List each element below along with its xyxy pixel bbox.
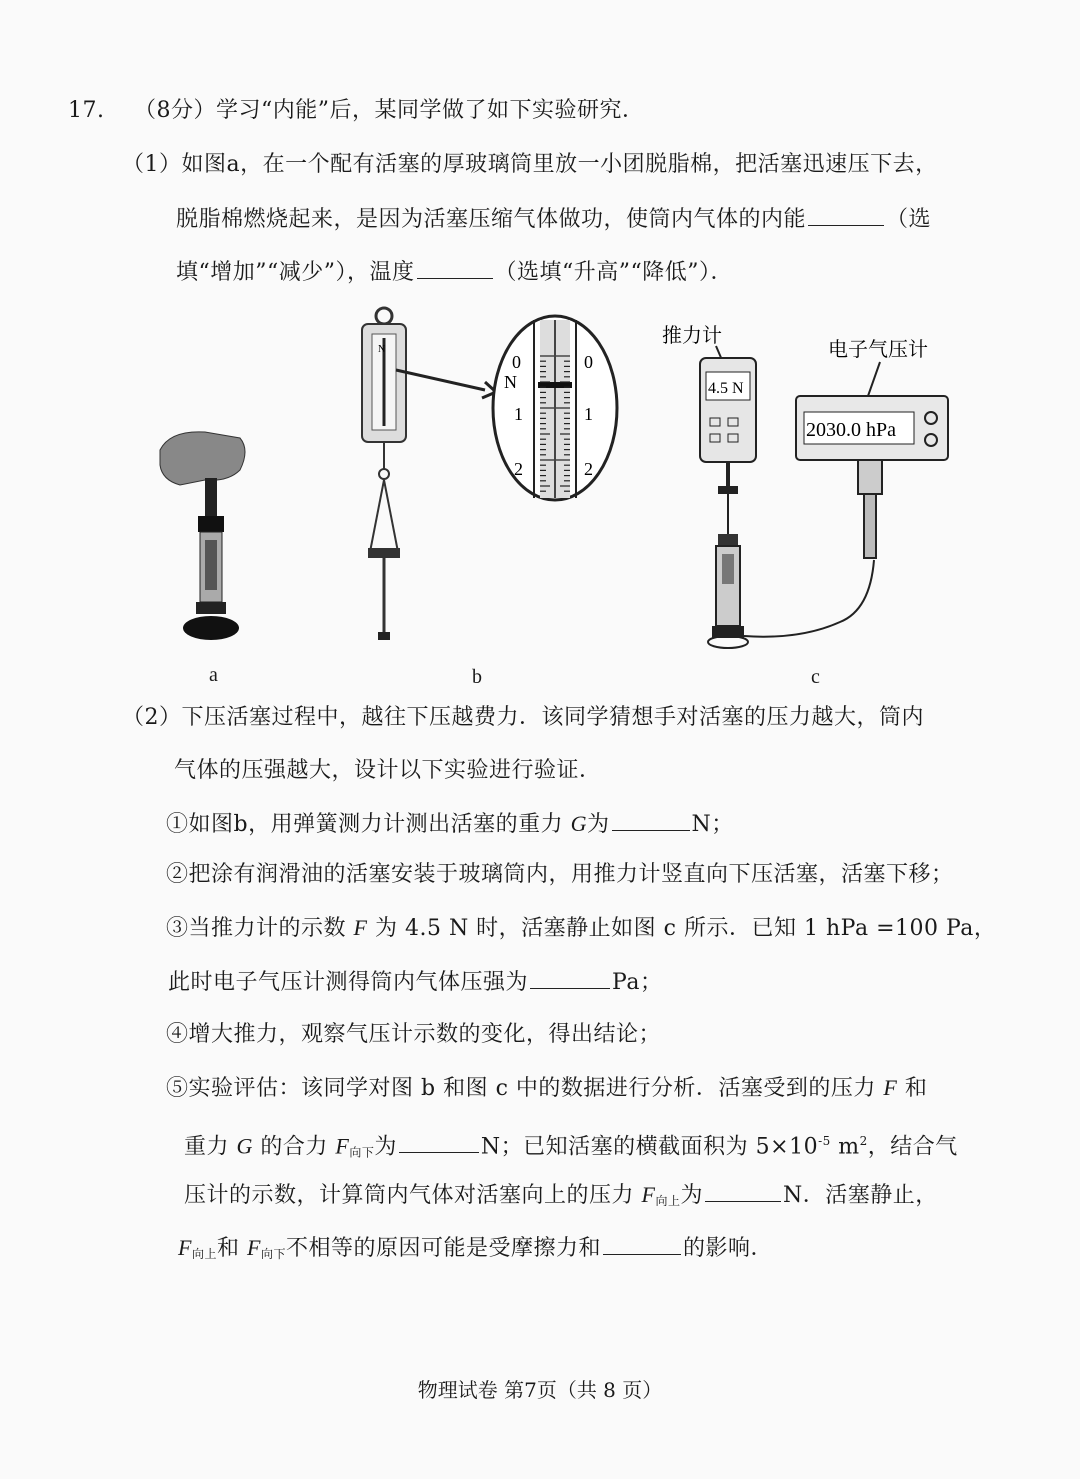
step2-line: ②把涂有润滑油的活塞安装于玻璃筒内，用推力计竖直向下压活塞，活塞下移； <box>166 862 954 887</box>
step5-d-tail: N．活塞静止， <box>783 1183 938 1208</box>
step5-var-Fdown: F <box>335 1133 350 1159</box>
pushmeter-label: 推力计 <box>662 325 722 347</box>
step5-tail: ，结合气 <box>867 1134 958 1160</box>
scale-tick-1-left: 1 <box>514 404 523 424</box>
step5-sub-up2: 向上 <box>191 1247 217 1261</box>
step5-var-Fdown2: F <box>246 1235 261 1260</box>
scale-tick-1-right: 1 <box>584 404 593 424</box>
step4-line: ④增大推力，观察气压计示数的变化，得出结论； <box>166 1022 662 1047</box>
answer-blank-5[interactable] <box>399 1130 479 1153</box>
part1-line3-tail: （选填“升高”“降低”）． <box>494 260 733 285</box>
step5-e-he: 和 <box>216 1236 240 1261</box>
part1-line1: （1）如图a，在一个配有活塞的厚玻璃筒里放一小团脱脂棉，把活塞迅速压下去， <box>122 152 938 177</box>
step5-m: m <box>830 1134 860 1160</box>
pushmeter-reading: 4.5 N <box>708 380 744 397</box>
answer-blank-7[interactable] <box>603 1232 681 1255</box>
scale-tick-2-right: 2 <box>584 459 593 479</box>
caption-c: c <box>811 666 820 688</box>
step5-exp: -5 <box>818 1134 831 1148</box>
scale-unit-small: N <box>378 344 386 355</box>
step1-unit: N； <box>691 812 734 837</box>
answer-blank-4[interactable] <box>530 966 610 989</box>
step5-line1 <box>166 1073 927 1104</box>
step3c-unit: Pa； <box>612 970 663 995</box>
figure-b-magnified-scale <box>493 316 617 500</box>
step3-text: ③当推力计的示数 <box>166 916 347 941</box>
step5-var-G: G <box>236 1133 253 1159</box>
question-header: （8分）学习“内能”后，某同学做了如下实验研究． <box>134 98 645 123</box>
step5-sub-down2: 向下 <box>260 1247 286 1261</box>
figures-illustration <box>0 290 1080 710</box>
scale-tick-2-left: 2 <box>514 459 523 479</box>
figure-a <box>160 432 245 640</box>
step3-text-b: 为 4.5 N 时，活塞静止如图 c 所示．已知 1 hPa =100 Pa， <box>374 916 997 941</box>
answer-blank-1[interactable] <box>808 203 884 226</box>
step5-var-Fup: F <box>641 1182 656 1207</box>
step5-sq: 2 <box>859 1134 868 1148</box>
question-number: 17. <box>68 98 105 123</box>
step5-text-a: ⑤实验评估：该同学对图 b 和图 c 中的数据进行分析．活塞受到的压力 <box>166 1076 876 1101</box>
part1-line3-text: 填“增加”“减少”），温度 <box>176 260 415 285</box>
step5-e-text: 不相等的原因可能是受摩擦力和 <box>285 1236 601 1261</box>
scale-tick-0-left: 0 <box>512 352 521 372</box>
step5-line3 <box>184 1179 938 1216</box>
step5-var-F: F <box>883 1075 898 1100</box>
step5-area-text: N；已知活塞的横截面积为 5×10 <box>480 1134 819 1160</box>
step5-text-he: 和 <box>904 1076 928 1101</box>
step5-line4 <box>178 1232 773 1269</box>
step1-var: G <box>570 811 587 836</box>
caption-b: b <box>472 666 482 688</box>
step5-heli: 的合力 <box>260 1134 328 1160</box>
step3-var: F <box>353 915 368 940</box>
step5-d-wei: 为 <box>680 1183 703 1208</box>
part1-line2-text: 脱脂棉燃烧起来，是因为活塞压缩气体做功，使筒内气体的内能 <box>176 207 807 232</box>
step1-wei: 为 <box>586 812 610 837</box>
step5-zhongli: 重力 <box>184 1134 230 1160</box>
step5-var-Fup2: F <box>178 1235 192 1260</box>
step5-d-text: 压计的示数，计算筒内气体对活塞向上的压力 <box>184 1183 635 1208</box>
answer-blank-2[interactable] <box>417 256 493 279</box>
page-footer: 物理试卷 第7页（共 8 页） <box>417 1378 663 1402</box>
caption-a: a <box>209 664 218 686</box>
step5-sub-down: 向下 <box>349 1145 375 1160</box>
part1-line3 <box>176 256 733 288</box>
step1-line <box>166 808 734 840</box>
answer-blank-6[interactable] <box>705 1179 781 1202</box>
step1-text: ①如图b，用弹簧测力计测出活塞的重力 <box>166 812 564 837</box>
answer-blank-3[interactable] <box>612 808 690 831</box>
step5-sub-up: 向上 <box>655 1194 681 1208</box>
figure-c <box>662 324 948 648</box>
barometer-reading: 2030.0 hPa <box>806 419 896 441</box>
step3c-text: 此时电子气压计测得筒内气体压强为 <box>168 970 529 995</box>
part1-line2-tail: （选 <box>886 207 932 232</box>
step3-line <box>166 913 996 944</box>
figure-b-spring-scale <box>362 308 496 640</box>
step5-wei: 为 <box>374 1134 397 1160</box>
scale-unit-N: N <box>504 372 517 392</box>
step5-line2 <box>184 1126 958 1167</box>
question-number-line <box>68 96 645 126</box>
part1-line2 <box>176 203 931 235</box>
step5-e-tail: 的影响． <box>682 1236 773 1261</box>
part2-line2: 气体的压强越大，设计以下实验进行验证． <box>174 758 602 783</box>
barometer-label: 电子气压计 <box>828 339 928 361</box>
scale-tick-0-right: 0 <box>584 352 593 372</box>
part2-line1: （2）下压活塞过程中，越往下压越费力．该同学猜想手对活塞的压力越大，筒内 <box>122 705 924 730</box>
step3c-line <box>168 966 662 998</box>
